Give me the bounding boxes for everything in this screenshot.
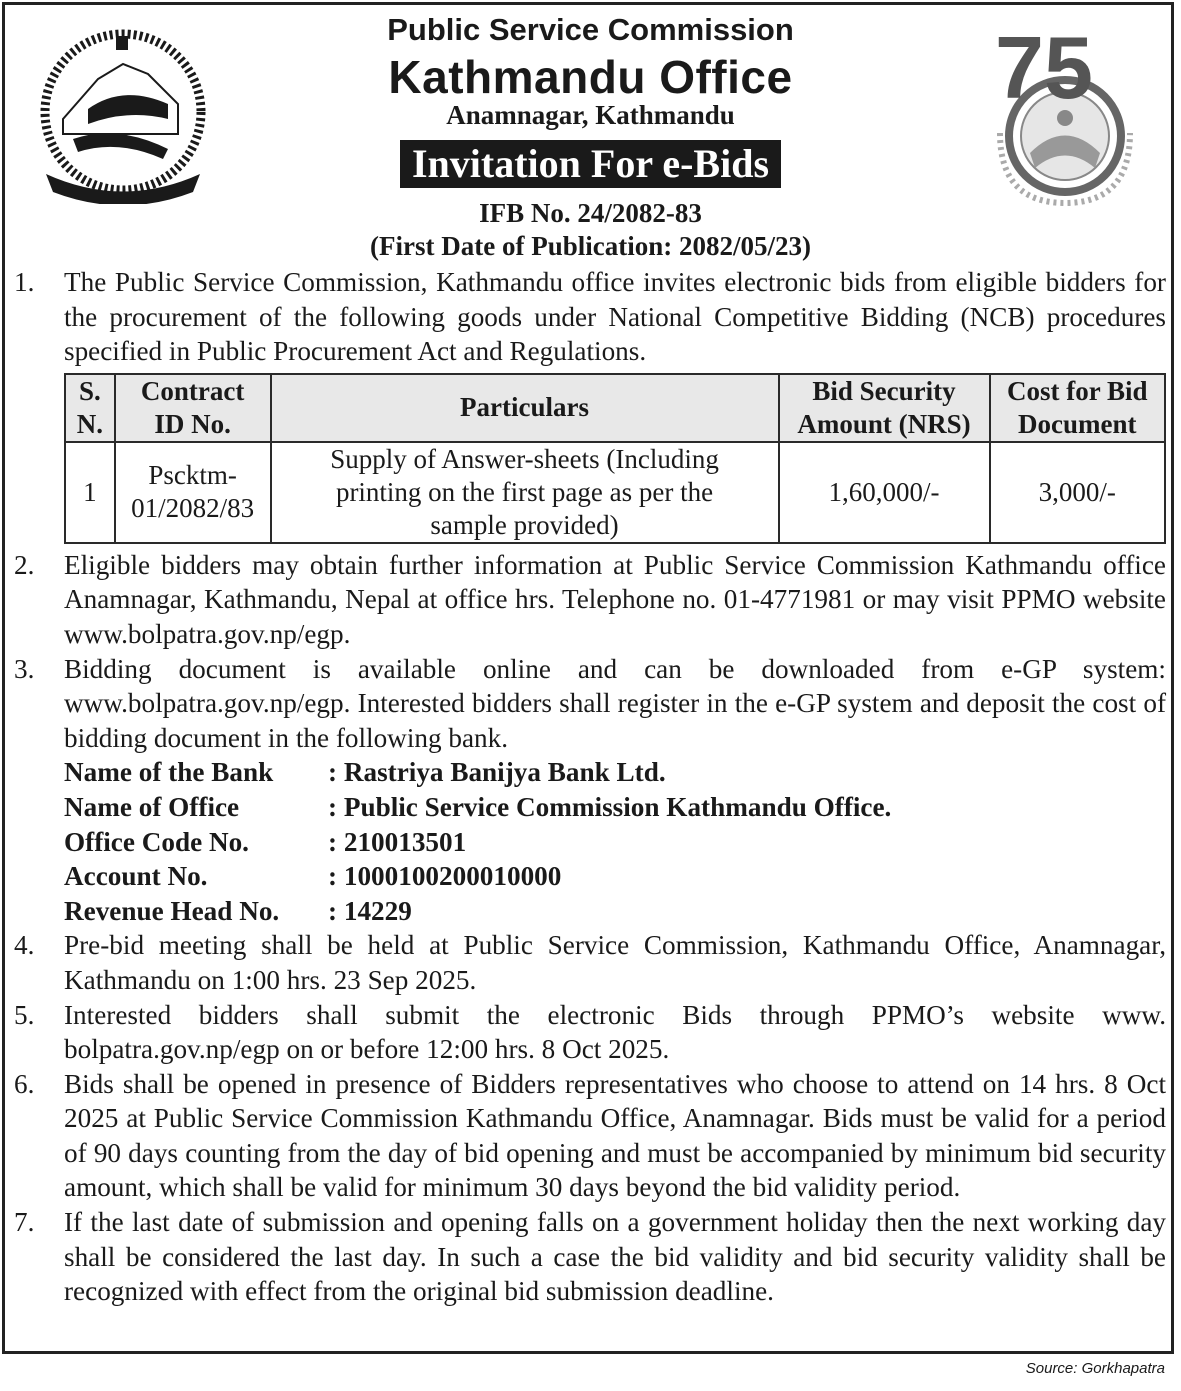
- bank-label: Revenue Head No.: [64, 895, 280, 926]
- bank-label: Account No.: [64, 861, 208, 892]
- cell-sn: 1: [65, 442, 115, 543]
- item-number: 3.: [14, 653, 35, 684]
- cell-contract-id: Pscktm- 01/2082/83: [115, 442, 271, 543]
- bank-row: [64, 859, 1166, 894]
- list-item: [14, 652, 1166, 756]
- list-item: [14, 928, 1166, 997]
- notice-body: [14, 265, 1166, 1309]
- office-address: Anamnagar, Kathmandu: [446, 100, 735, 130]
- list-item: [14, 998, 1166, 1067]
- col-header-contract: Contract ID No.: [115, 374, 271, 442]
- col-header-sn: S. N.: [65, 374, 115, 442]
- item-text: Pre-bid meeting shall be held at Public Service Commission, Kathmandu Office, Anamnagar, Kathmandu on 1:00 hrs. 23 Sep 2025.: [64, 930, 1166, 995]
- list-item: [14, 265, 1166, 369]
- cell-cost: 3,000/-: [990, 442, 1165, 543]
- item-number: 5.: [14, 999, 35, 1030]
- item-number: 6.: [14, 1068, 35, 1099]
- bank-row: [64, 825, 1166, 860]
- bank-label: Name of Office: [64, 791, 240, 822]
- logo-number: 75: [995, 18, 1093, 117]
- bank-value: : 14229: [328, 895, 412, 926]
- item-number: 1.: [14, 267, 35, 297]
- col-header-particulars: Particulars: [271, 374, 779, 442]
- item-text: The Public Service Commission, Kathmandu office invites electronic bids from eligible bidders for the procurement of the following goods under National Competitive Bidding (NCB) procedures specified in Public Procurement Act and Regulations.: [64, 267, 1166, 367]
- bank-row: [64, 790, 1166, 825]
- ifb-number: IFB No. 24/2082-83: [479, 198, 702, 228]
- item-number: 2.: [14, 549, 35, 580]
- col-header-cost: Cost for Bid Document: [990, 374, 1165, 442]
- item-text: Eligible bidders may obtain further information at Public Service Commission Kathmandu office Anamnagar, Kathmandu, Nepal at office hrs. Telephone no. 01-4771981 or may visit PPMO website www.bolpatra.gov.np/egp.: [64, 549, 1166, 649]
- bid-table: [64, 373, 1166, 544]
- bank-value: : Rastriya Banijya Bank Ltd.: [328, 757, 666, 788]
- bank-value: : 210013501: [328, 826, 467, 857]
- source-credit: Source: Gorkhapatra: [1025, 1360, 1165, 1377]
- item-text: Bidding document is available online and can be downloaded from e-GP system: www.bolpatra.gov.np/egp. Interested bidders shall register in the e-GP system and deposit the cost of bidding document in the following bank.: [64, 653, 1166, 753]
- bank-row: [64, 894, 1166, 929]
- bank-details: [64, 755, 1166, 928]
- bank-label: Name of the Bank: [64, 757, 274, 788]
- banner-wrap: [0, 140, 1181, 188]
- item-number: 7.: [14, 1207, 35, 1238]
- cell-bid-security: 1,60,000/-: [779, 442, 990, 543]
- org-name: Public Service Commission: [387, 12, 794, 47]
- list-item: [14, 1205, 1166, 1309]
- item-text: Bids shall be opened in presence of Bidders representatives who choose to attend on 14 hrs. 8 Oct 2025 at Public Service Commission Kathmandu Office, Anamnagar. Bids must be valid for a period of 90 days counting from the day of bid opening and must be accompanied by minimum bid security amount, which shall be valid for minimum 30 days beyond the bid validity period.: [64, 1068, 1166, 1203]
- notice-title-banner: Invitation For e-Bids: [400, 140, 781, 188]
- bank-value: : 1000100200010000: [328, 861, 562, 892]
- office-name: Kathmandu Office: [388, 51, 793, 103]
- item-number: 4.: [14, 930, 35, 961]
- list-item: [14, 1067, 1166, 1205]
- list-item: [14, 548, 1166, 652]
- publication-date: (First Date of Publication: 2082/05/23): [370, 231, 811, 261]
- item-text: Interested bidders shall submit the electronic Bids through PPMO’s website www. bolpatra.gov.np/egp on or before 12:00 hrs. 8 Oct 2025.: [64, 999, 1166, 1065]
- cell-particulars: Supply of Answer-sheets (Including printing on the first page as per the sample provided): [271, 442, 779, 543]
- bank-label: Office Code No.: [64, 826, 249, 857]
- col-header-bid-security: Bid Security Amount (NRS): [779, 374, 990, 442]
- bank-value: : Public Service Commission Kathmandu Office.: [328, 791, 892, 822]
- table-header-row: [65, 374, 1165, 442]
- table-row: [65, 442, 1165, 543]
- bank-row: [64, 755, 1166, 790]
- item-text: If the last date of submission and opening falls on a government holiday then the next working day shall be considered the last day. In such a case the bid validity and bid security validity shall be recognized with effect from the original bid submission deadline.: [64, 1207, 1166, 1307]
